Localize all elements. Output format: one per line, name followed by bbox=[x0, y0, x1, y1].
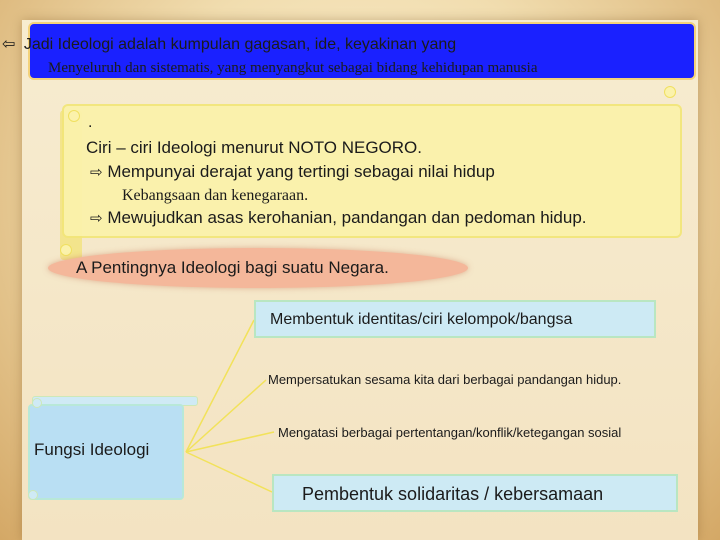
ciri-point-2: ⇨ Mewujudkan asas kerohanian, pandangan dan pedoman hidup. bbox=[90, 208, 587, 227]
fungsi-item-4: Pembentuk solidaritas / kebersamaan bbox=[272, 474, 678, 512]
connector-line bbox=[186, 432, 274, 452]
ciri-dot: . bbox=[88, 114, 93, 131]
arrow-right-curved-icon: ⇨ bbox=[90, 210, 103, 227]
fungsi-label: Fungsi Ideologi bbox=[34, 440, 150, 459]
ciri-heading: Ciri – ciri Ideologi menurut NOTO NEGORO. bbox=[86, 138, 422, 157]
corner-dot-icon bbox=[32, 398, 42, 408]
fungsi-item-1: Membentuk identitas/ciri kelompok/bangsa bbox=[254, 300, 656, 338]
connector-line bbox=[186, 380, 266, 452]
connector-line bbox=[186, 320, 254, 452]
corner-dot-icon bbox=[28, 490, 38, 500]
connector-line bbox=[186, 452, 272, 492]
ciri-point-1-cont: Kebangsaan dan kenegaraan. bbox=[122, 187, 309, 204]
ciri-point-1: ⇨ Mempunyai derajat yang tertingi sebagai nilai hidup bbox=[90, 162, 495, 181]
fungsi-item-3: Mengatasi berbagai pertentangan/konflik/ketegangan sosial bbox=[278, 425, 622, 440]
fungsi-item-2: Mempersatukan sesama kita dari berbagai pandangan hidup. bbox=[268, 372, 622, 387]
arrow-left-outline-icon: ⇦ bbox=[2, 36, 16, 53]
arrow-right-curved-icon: ⇨ bbox=[90, 164, 103, 181]
pentingnya-text: A Pentingnya Ideologi bagi suatu Negara. bbox=[76, 258, 389, 277]
definition-line-2: Menyeluruh dan sistematis, yang menyangkut sebagai bidang kehidupan manusia bbox=[48, 60, 538, 76]
definition-line-1: ⇦ Jadi Ideologi adalah kumpulan gagasan, ide, keyakinan yang bbox=[2, 36, 457, 53]
